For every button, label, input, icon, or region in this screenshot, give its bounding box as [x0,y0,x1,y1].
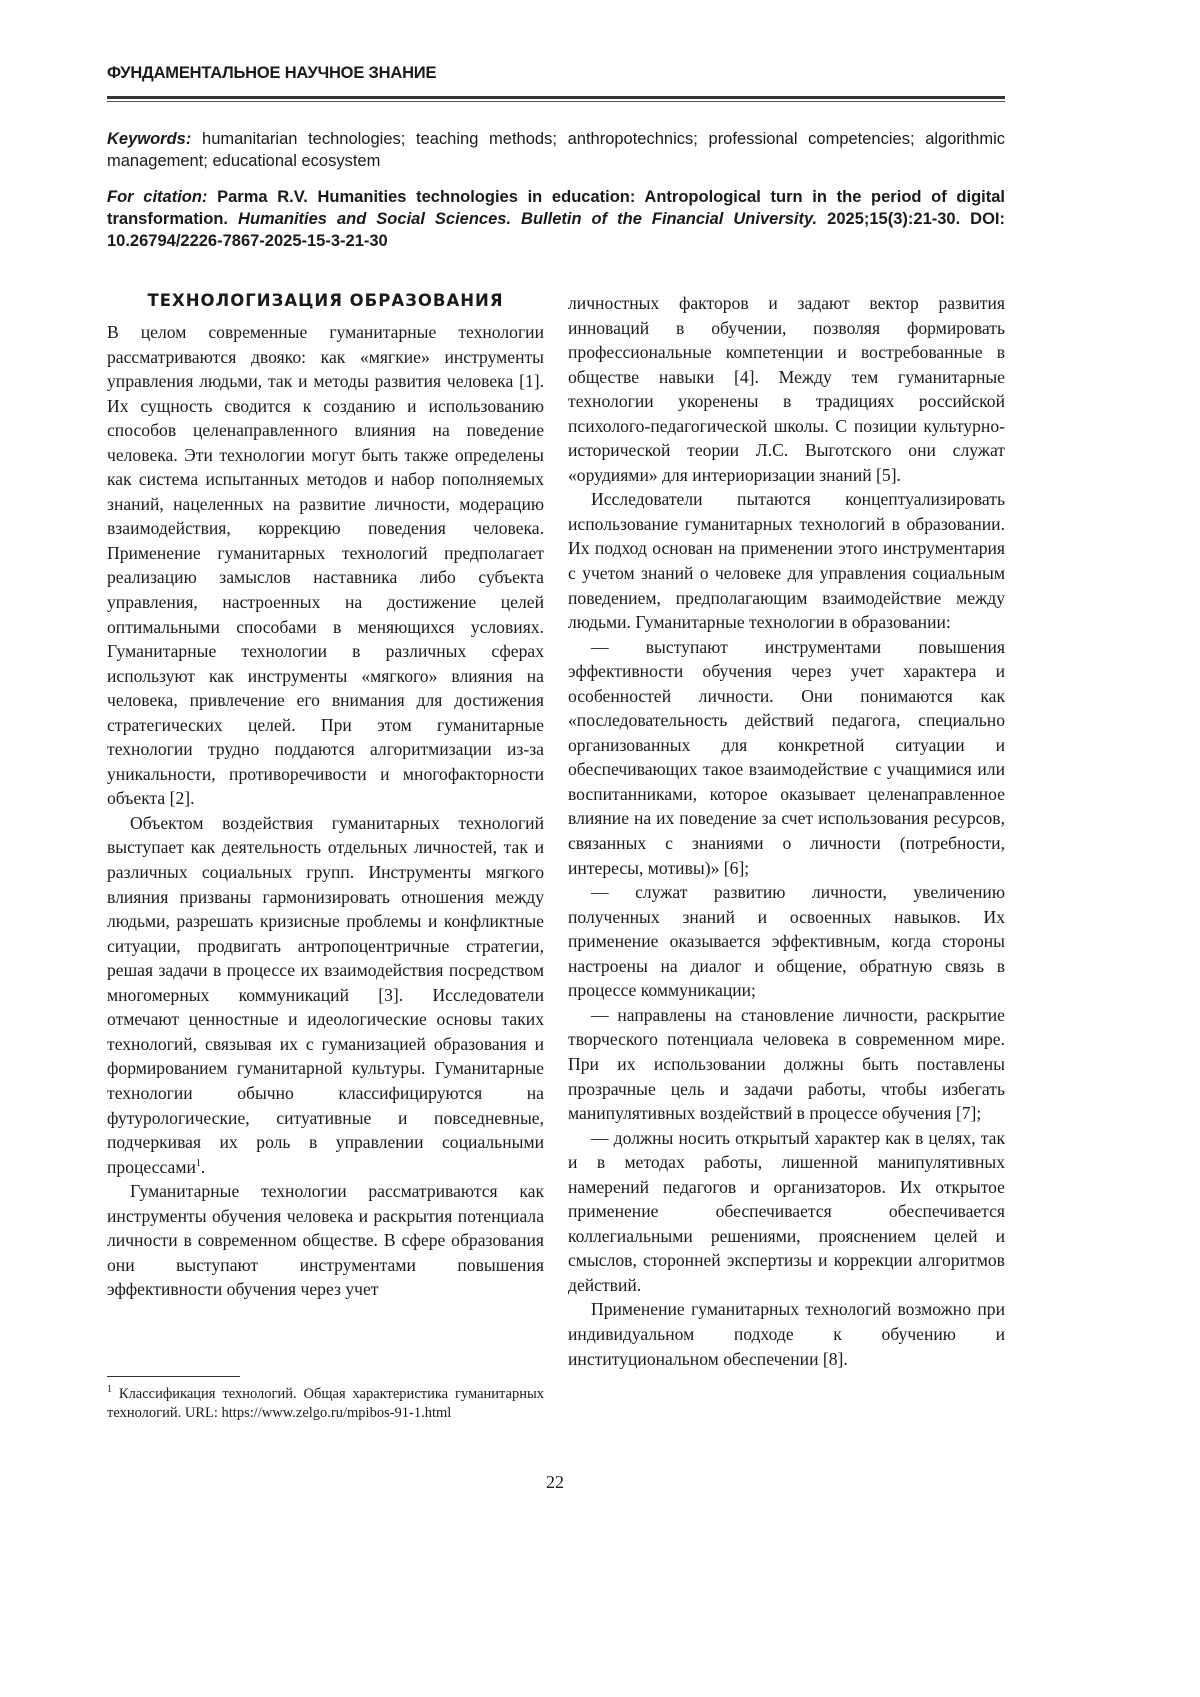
paragraph: личностных факторов и задают вектор развития инноваций в обучении, позволяя формировать профессиональные компетенции и востребованные в обществе навыки [4]. Между тем гуманитарные технологии укоренены в традициях российской психолого-педагогической школы. С позиции культурно-исторической теории Л.С. Выготского они служат «орудиями» для интериоризации знаний [5]. [568,291,1005,487]
footnote-text: Классификация технологий. Общая характеристика гуманитарных технологий. URL: https://www.zelgo.ru/mpibos-91-1.html [107,1386,544,1421]
citation-text: Parma R.V. Humanities technologies in education: Antropological turn in the period of digital transformation. [107,188,1005,228]
list-item: — должны носить открытый характер как в целях, так и в методах работы, лишенной манипулятивных намерений педагогов и организаторов. Их открытое применение обеспечивается обеспечивается коллегиальными решениями, прояснением целей и смыслов, сторонней экспертизы и коррекции алгоритмов действий. [568,1126,1005,1298]
citation-journal: Humanities and Social Sciences. Bulletin of the Financial University. [238,210,817,228]
footnote-rule [107,1376,240,1377]
section-heading: ТЕХНОЛОГИЗАЦИЯ ОБРАЗОВАНИЯ [107,290,544,312]
footnote-mark: 1 [107,1384,112,1395]
paragraph-end: . [201,1157,205,1177]
paragraph: Гуманитарные технологии рассматриваются как инструменты обучения человека и раскрытия потенциала личности в современном обществе. В сфере образования они выступают инструментами повышения эффективности обучения через учет [107,1179,544,1302]
header-rule [107,96,1005,99]
paragraph: Применение гуманитарных технологий возможно при индивидуальном подходе к обучению и институциональном обеспечении [8]. [568,1297,1005,1371]
list-item: — направлены на становление личности, раскрытие творческого потенциала человека в современном мире. При их использовании должны быть поставлены прозрачные цель и задачи работы, чтобы избегать манипулятивных воздействий в процессе обучения [7]; [568,1003,1005,1126]
footnote [107,1385,544,1423]
page-number: 22 [0,1472,1110,1493]
citation [107,186,1005,252]
left-column [107,290,544,1302]
paragraph [107,811,544,1179]
list-item: — выступают инструментами повышения эффективности обучения через учет характера и особенностей личности. Они понимаются как «последовательность действий педагога, специально организованных для конкретной ситуации и обеспечивающих такое взаимодействие с учащимися или воспитанниками, которое оказывает целенаправленное влияние на их поведение за счет использования ресурсов, связанных с знаниями о личности (потребности, интересы, мотивы)» [6]; [568,635,1005,880]
right-column [568,291,1005,1371]
running-header: ФУНДАМЕНТАЛЬНОЕ НАУЧНОЕ ЗНАНИЕ [107,64,436,83]
footnote-ref[interactable]: 1 [196,1158,201,1169]
paragraph: В целом современные гуманитарные технологии рассматриваются двояко: как «мягкие» инструменты управления людьми, так и методы развития человека [1]. Их сущность сводится к созданию и использованию способов целенаправленного влияния на поведение человека. Эти технологии могут быть также определены как система испытанных методов и набор пополняемых знаний, нацеленных на развитие личности, модерацию взаимодействия, коррекцию поведения человека. Применение гуманитарных технологий предполагает реализацию замыслов наставника либо субъекта управления, настроенных на достижение целей оптимальными способами в меняющихся условиях. Гуманитарные технологии в различных сферах используют как инструменты «мягкого» влияния на человека, привлечение его внимания для достижения стратегических целей. При этом гуманитарные технологии трудно поддаются алгоритмизации из-за уникальности, противоречивости и многофакторности объекта [2]. [107,320,544,811]
keywords-text: humanitarian technologies; teaching methods; anthropotechnics; professional competencies; algorithmic management; educational ecosystem [107,130,1005,170]
list-item: — служат развитию личности, увеличению полученных знаний и освоенных навыков. Их применение оказывается эффективным, когда стороны настроены на диалог и общение, обратную связь в процессе коммуникации; [568,880,1005,1003]
header-rule-thin [107,101,1005,102]
citation-doi: 2025;15(3):21-30. DOI: 10.26794/2226-7867-2025-15-3-21-30 [107,210,1005,250]
paragraph: Исследователи пытаются концептуализировать использование гуманитарных технологий в образовании. Их подход основан на применении этого инструментария с учетом знаний о человеке для управления социальным поведением, предполагающим взаимодействие между людьми. Гуманитарные технологии в образовании: [568,487,1005,634]
keywords-label: Keywords: [107,130,191,148]
citation-label: For citation: [107,188,207,206]
keywords [107,128,1005,172]
paragraph-text: Объектом воздействия гуманитарных технологий выступает как деятельность отдельных личностей, так и различных социальных групп. Инструменты мягкого влияния призваны гармонизировать отношения между людьми, разрешать кризисные проблемы и конфликтные ситуации, продвигать антропоцентричные стратегии, решая задачи в процессе их взаимодействия посредством многомерных коммуникаций [3]. Исследователи отмечают ценностные и идеологические основы таких технологий, связывая их с гуманизацией образования и формированием гуманитарной культуры. Гуманитарные технологии обычно классифицируются на футурологические, ситуативные и повседневные, подчеркивая их роль в управлении социальными процессами [107,813,544,1177]
